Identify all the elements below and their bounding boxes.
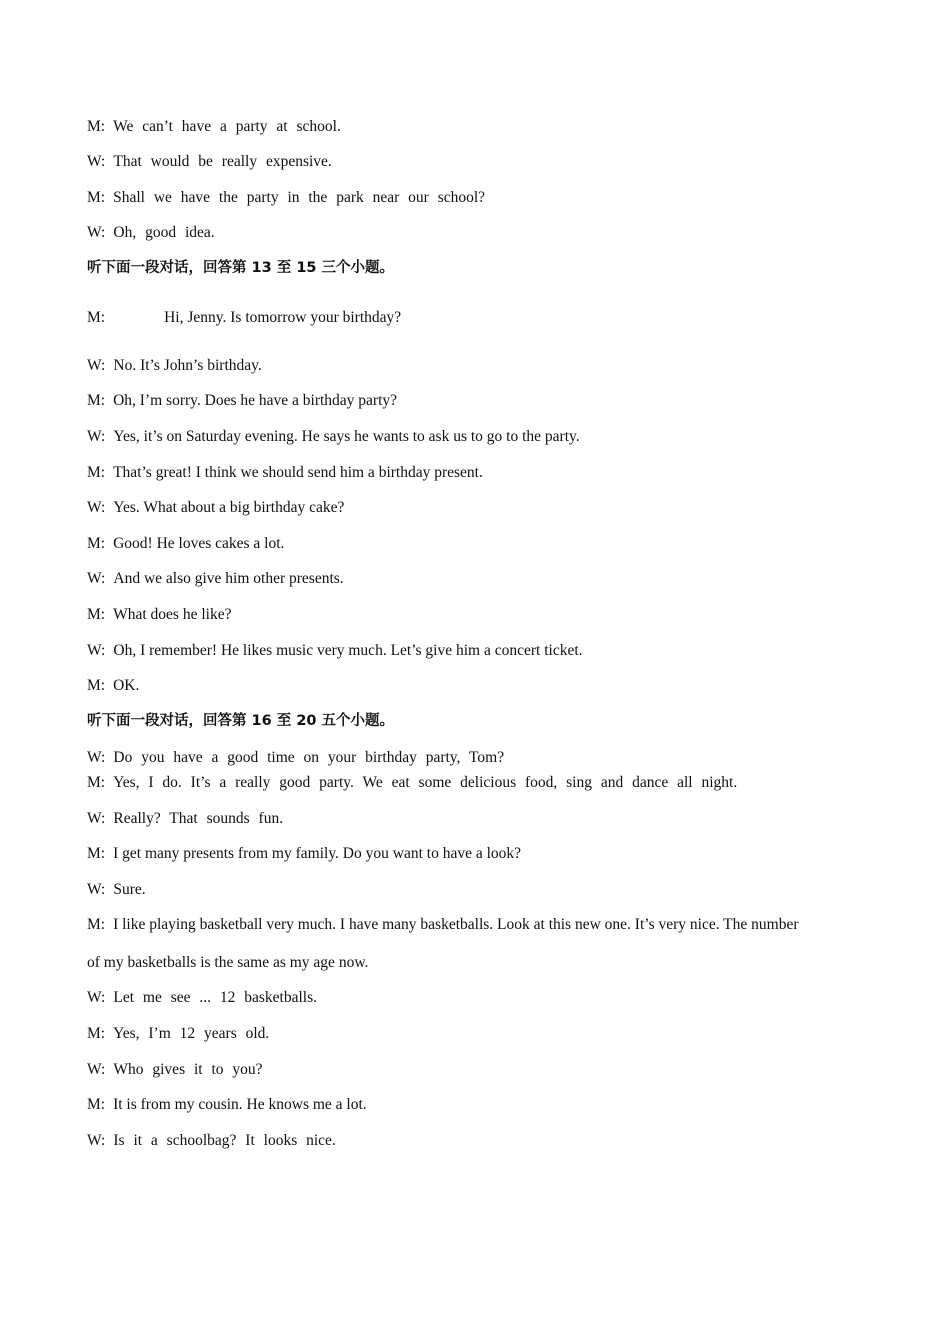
- dialogue-line: [87, 748, 504, 768]
- dialogue-line: [87, 463, 483, 483]
- dialogue-text: It is from my cousin. He knows me a lot.: [113, 1096, 367, 1113]
- dialogue-line: [87, 117, 341, 137]
- dialogue-line: [87, 605, 231, 625]
- speaker-label: M:: [87, 535, 106, 552]
- dialogue-text: Oh, good idea.: [113, 224, 215, 241]
- dialogue-text: Is it a schoolbag? It looks nice.: [113, 1132, 336, 1149]
- dialogue-line: [87, 427, 580, 447]
- dialogue-text: Yes, I’m 12 years old.: [113, 1025, 270, 1042]
- speaker-label: M:: [87, 606, 106, 623]
- speaker-label: W:: [87, 499, 106, 516]
- dialogue-text: Who gives it to you?: [113, 1061, 263, 1078]
- dialogue-text: I get many presents from my family. Do you want to have a look?: [113, 845, 522, 862]
- dialogue-text: That’s great! I think we should send him a birthday present.: [113, 464, 483, 481]
- dialogue-line: [87, 308, 401, 328]
- dialogue-text: Yes. What about a big birthday cake?: [113, 499, 345, 516]
- dialogue-text: No. It’s John’s birthday.: [113, 357, 262, 374]
- dialogue-text: Oh, I’m sorry. Does he have a birthday party?: [113, 392, 398, 409]
- dialogue-line: [87, 1024, 269, 1044]
- dialogue-line: [87, 391, 397, 411]
- speaker-label: M:: [87, 392, 106, 409]
- section-heading: 听下面一段对话，回答第 13 至 15 三个小题。: [87, 260, 395, 276]
- dialogue-line: [87, 1095, 367, 1115]
- speaker-label: W:: [87, 749, 106, 766]
- speaker-label: W:: [87, 1061, 106, 1078]
- speaker-label: M:: [87, 464, 106, 481]
- dialogue-line: [87, 569, 344, 589]
- dialogue-text: OK.: [113, 677, 140, 694]
- dialogue-text: I like playing basketball very much. I have many basketballs. Look at this new one. It’s very nice. The number: [113, 916, 799, 933]
- dialogue-line: [87, 676, 139, 696]
- speaker-label: M:: [87, 118, 106, 135]
- speaker-label: W:: [87, 1132, 106, 1149]
- speaker-label: M:: [87, 845, 106, 862]
- dialogue-text: Oh, I remember! He likes music very much. Let’s give him a concert ticket.: [113, 642, 583, 659]
- dialogue-text: Hi, Jenny. Is tomorrow your birthday?: [164, 309, 402, 326]
- speaker-label: W:: [87, 810, 106, 827]
- dialogue-line: [87, 534, 284, 554]
- dialogue-line: [87, 356, 262, 376]
- dialogue-text: Sure.: [113, 881, 146, 898]
- speaker-label: M:: [87, 916, 106, 933]
- dialogue-line: [87, 641, 583, 661]
- speaker-label: M:: [87, 189, 106, 206]
- dialogue-text: Do you have a good time on your birthday party, Tom?: [113, 749, 505, 766]
- dialogue-line: [87, 988, 317, 1008]
- dialogue-text: Good! He loves cakes a lot.: [113, 535, 285, 552]
- dialogue-line: [87, 1131, 336, 1151]
- dialogue-line: [87, 880, 146, 900]
- dialogue-text: Really? That sounds fun.: [113, 810, 284, 827]
- speaker-label: M:: [87, 309, 106, 326]
- dialogue-text: That would be really expensive.: [113, 153, 332, 170]
- dialogue-text: Let me see ... 12 basketballs.: [113, 989, 318, 1006]
- speaker-label: W:: [87, 570, 106, 587]
- speaker-label: M:: [87, 677, 106, 694]
- dialogue-text: Yes, it’s on Saturday evening. He says he wants to ask us to go to the party.: [113, 428, 580, 445]
- dialogue-text: We can’t have a party at school.: [113, 118, 341, 135]
- dialogue-line: [87, 773, 737, 793]
- section-heading: 听下面一段对话，回答第 16 至 20 五个小题。: [87, 713, 395, 729]
- dialogue-line: [87, 915, 799, 935]
- speaker-label: W:: [87, 989, 106, 1006]
- speaker-label: M:: [87, 1096, 106, 1113]
- dialogue-line: [87, 1060, 263, 1080]
- speaker-label: W:: [87, 153, 106, 170]
- dialogue-line: [87, 498, 344, 518]
- speaker-label: W:: [87, 357, 106, 374]
- dialogue-text: And we also give him other presents.: [113, 570, 344, 587]
- dialogue-text: Shall we have the party in the park near our school?: [113, 189, 486, 206]
- speaker-label: M:: [87, 1025, 106, 1042]
- speaker-label: W:: [87, 642, 106, 659]
- dialogue-text: What does he like?: [113, 606, 232, 623]
- dialogue-text: Yes, I do. It’s a really good party. We eat some delicious food, sing and dance all night.: [113, 774, 738, 791]
- dialogue-line: [87, 809, 283, 829]
- speaker-label: W:: [87, 881, 106, 898]
- speaker-label: W:: [87, 224, 106, 241]
- dialogue-line: [87, 223, 215, 243]
- dialogue-continuation: of my basketballs is the same as my age now.: [87, 954, 369, 971]
- dialogue-line: [87, 844, 521, 864]
- dialogue-line: [87, 152, 332, 172]
- speaker-label: M:: [87, 774, 106, 791]
- speaker-label: W:: [87, 428, 106, 445]
- dialogue-line: [87, 188, 485, 208]
